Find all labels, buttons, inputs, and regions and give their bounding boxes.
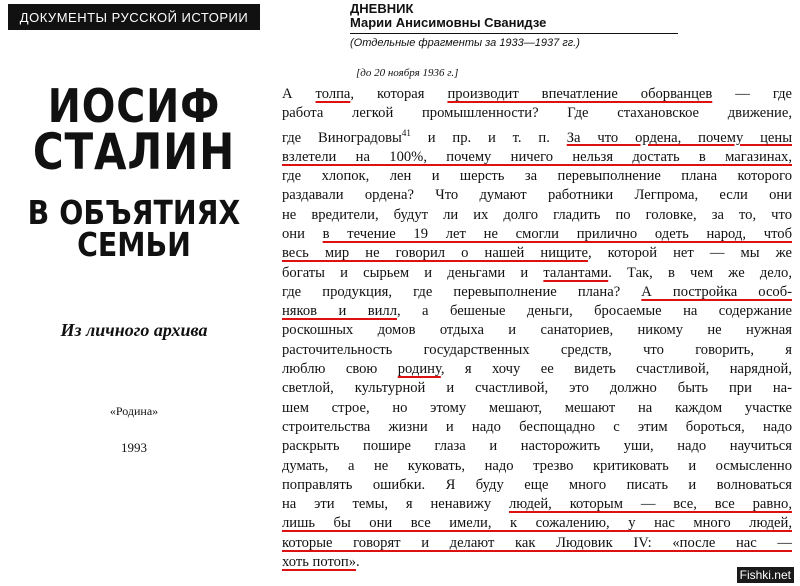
- underlined-run: весь мир не говорил о нашей нищите: [282, 245, 588, 262]
- heading-divider: [350, 33, 678, 34]
- text-line: раздавали ордена? Что думают работники Легпрома, если они: [282, 187, 792, 204]
- diary-fragments-note: (Отдельные фрагменты за 1933—1937 гг.): [350, 37, 580, 49]
- text-run: люблю свою: [282, 361, 398, 378]
- diary-date-note: [до 20 ноября 1936 г.]: [356, 67, 459, 79]
- series-banner: ДОКУМЕНТЫ РУССКОЙ ИСТОРИИ: [8, 4, 260, 30]
- text-run: богаты и сырьем и деньгами и: [282, 264, 544, 281]
- cover-title-line2: СТАЛИН: [32, 123, 236, 181]
- text-run: где продукция, где перевыполнение плана?: [282, 283, 642, 300]
- diary-heading: [350, 2, 546, 30]
- diary-page: [276, 0, 796, 586]
- underlined-run: которые говорят и делают как Людовик IV: «после нас —: [282, 534, 792, 551]
- text-line: поправлять ошибки. Я буду еще много писать и волноваться: [282, 476, 792, 493]
- text-run: , которая: [350, 86, 448, 102]
- text-line: [282, 360, 792, 379]
- text-line: [282, 148, 792, 167]
- cover-year: 1993: [121, 440, 147, 455]
- diary-author: Марии Анисимовны Сванидзе: [350, 15, 547, 30]
- text-line: [282, 85, 792, 104]
- cover-subtitle-line1: В ОБЪЯТИЯХ: [27, 193, 241, 232]
- text-line: [282, 495, 792, 514]
- text-run: , я хочу ее видеть счастливой, нарядной,: [440, 361, 792, 378]
- watermark: Fishki.net: [737, 567, 794, 583]
- cover-archive-note: Из личного архива: [60, 320, 208, 340]
- text-line: раскрыть пошире глаза и насторожить уши, надо научиться: [282, 438, 792, 455]
- underlined-run: А постройка особ-: [641, 283, 792, 300]
- underlined-run: в течение 19 лет не смогли прилично одеть народ, чтоб: [322, 225, 792, 242]
- underlined-run: родину: [397, 361, 441, 378]
- underlined-run: няков и вилл: [282, 303, 397, 320]
- underlined-run: толпа: [315, 86, 351, 102]
- text-line: [282, 225, 792, 244]
- text-line: [282, 514, 792, 533]
- text-line: расточительность государственных средств, что говорить, я: [282, 341, 792, 358]
- text-run: , а бешеные деньги, бросаемые на содержание: [396, 303, 792, 320]
- text-line: работа легкой промышленности? Где стахановское движение,: [282, 105, 792, 122]
- text-line: роскошных домов отдыха и санаториев, никому не нужная: [282, 322, 792, 339]
- text-line: [282, 534, 792, 553]
- underlined-run: лишь бы они все имели, к сожалению, у нас много людей,: [282, 515, 792, 532]
- diary-title: ДНЕВНИК: [350, 1, 414, 16]
- text-run: на эти темы, я ненавижу: [282, 496, 510, 513]
- text-line: [282, 302, 792, 321]
- underlined-run: хоть потоп»: [282, 553, 357, 570]
- text-run: , которой нет — мы же: [587, 245, 793, 262]
- text-run: они: [282, 225, 323, 242]
- cover-title-line1: ИОСИФ: [47, 79, 221, 133]
- footnote-ref: 41: [401, 127, 411, 138]
- book-cover: [0, 0, 268, 586]
- underlined-run: взлетели на 100%, почему ничего нельзя достать в магазинах,: [282, 148, 792, 165]
- cover-publisher: «Родина»: [109, 404, 159, 418]
- text-run: где Виноградовы: [282, 129, 402, 146]
- text-line: светлой, культурной и счастливой, это должно быть при на-: [282, 380, 792, 397]
- underlined-run: людей, которым — все, все равно,: [509, 496, 792, 513]
- text-line: [282, 283, 792, 302]
- text-line: строительства жизни и надо беспощадно с этим бороться, надо: [282, 418, 792, 435]
- text-run: — где: [712, 86, 792, 102]
- cover-subtitle-line2: СЕМЬИ: [77, 225, 191, 264]
- text-line: [282, 124, 792, 148]
- text-line: шем строе, но этому мешают, мешают на каждом участке: [282, 399, 792, 416]
- underlined-run: За что ордена, почему цены: [566, 129, 792, 146]
- text-line: не вредители, будут ли их долго гладить по головке, за то, что: [282, 206, 792, 223]
- text-line: [282, 553, 792, 572]
- text-run: . Так, в чем же дело,: [608, 264, 792, 281]
- text-line: думать, а не куковать, надо трезво критиковать и осмысленно: [282, 457, 792, 474]
- diary-body-text: [282, 85, 792, 572]
- text-run: .: [356, 553, 360, 570]
- underlined-run: талантами: [543, 264, 609, 281]
- underlined-run: производит впечатление оборванцев: [447, 86, 713, 102]
- text-line: [282, 264, 792, 283]
- text-run: и пр. и т. п.: [410, 129, 567, 146]
- text-line: где хлопок, лен и шерсть за перевыполнение плана которого: [282, 168, 792, 185]
- text-line: [282, 244, 792, 263]
- text-run: А: [282, 86, 316, 102]
